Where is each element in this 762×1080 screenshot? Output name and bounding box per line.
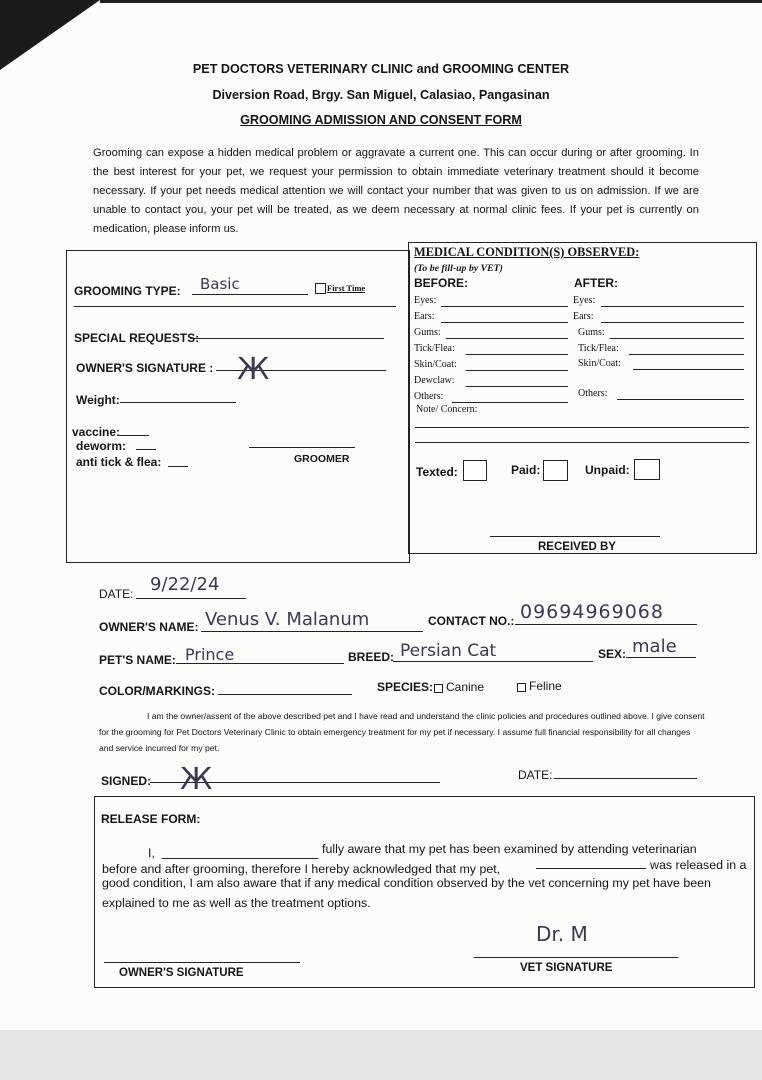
breed-label: BREED:	[348, 650, 395, 664]
first-time-checkbox[interactable]	[315, 283, 326, 294]
after-item-line[interactable]	[601, 306, 744, 307]
first-time-label: First Time	[327, 283, 366, 293]
owner-signature-label: OWNER'S SIGNATURE :	[76, 361, 214, 375]
after-item-line[interactable]	[601, 322, 744, 323]
owner-name-label: OWNER'S NAME:	[99, 620, 199, 634]
groomer-label: GROOMER	[294, 453, 350, 465]
after-item-line[interactable]	[617, 399, 744, 400]
received-by-line	[490, 536, 660, 537]
consent-date-label: DATE:	[518, 768, 553, 782]
contact-label: CONTACT NO.:	[428, 614, 515, 628]
after-item-line[interactable]	[610, 338, 744, 339]
texted-checkbox[interactable]	[463, 460, 487, 481]
before-item-label: Skin/Coat:	[414, 359, 457, 370]
vaccine-label: vaccine:	[72, 425, 121, 439]
release-line4: explained to me as well as the treatment options.	[102, 896, 371, 910]
after-item-label: Skin/Coat:	[578, 358, 621, 369]
date-value[interactable]: 9/22/24	[150, 574, 220, 595]
before-item-line[interactable]	[441, 306, 568, 307]
before-item-label: Tick/Flea:	[414, 343, 455, 354]
after-label: AFTER:	[574, 276, 618, 290]
vet-signature-line	[474, 957, 678, 958]
after-item-label: Tick/Flea:	[578, 343, 619, 354]
note-label: Note/ Concern:	[416, 404, 478, 415]
scan-top-edge	[100, 0, 762, 3]
pet-name-value[interactable]: Prince	[185, 645, 235, 664]
unpaid-label: Unpaid:	[585, 463, 630, 477]
vet-signature-mark[interactable]: Dr. M	[536, 922, 588, 946]
grooming-type-line	[192, 294, 308, 295]
form-title: GROOMING ADMISSION AND CONSENT FORM	[240, 113, 522, 127]
paid-label: Paid:	[511, 463, 541, 477]
color-markings-label: COLOR/MARKINGS:	[99, 684, 215, 698]
release-line1: fully aware that my pet has been examined by attending veterinarian	[322, 842, 697, 856]
before-label: BEFORE:	[414, 276, 468, 290]
contact-value[interactable]: 09694969068	[520, 601, 664, 623]
received-by-label: RECEIVED BY	[538, 541, 616, 553]
weight-label: Weight:	[76, 393, 120, 407]
anti-tick-line	[168, 466, 188, 467]
before-item-line[interactable]	[452, 402, 568, 403]
before-item-line[interactable]	[466, 386, 568, 387]
special-requests-label: SPECIAL REQUESTS:	[74, 331, 200, 345]
note-line-2	[415, 442, 749, 443]
consent-date-line	[554, 778, 697, 779]
texted-label: Texted:	[416, 465, 458, 479]
after-item-label: Eyes:	[573, 295, 596, 306]
after-item-label: Ears:	[573, 311, 594, 322]
before-item-label: Ears:	[414, 311, 435, 322]
date-label: DATE:	[99, 587, 134, 601]
date-line	[136, 598, 246, 599]
intro-paragraph: Grooming can expose a hidden medical problem or aggravate a current one. This can occur during or after grooming. In the best interest for your pet, we request your permission to obtain immediate veterinary treatment should it become necessary. If your pet needs medical attention we will contact your number that was given to us on admission. If we are unable to contact you, your pet will be treated, as we deem necessary at normal clinic fees. If your pet is currently on medication, please inform us.	[93, 147, 699, 235]
breed-line	[393, 661, 593, 662]
vet-signature-label: VET SIGNATURE	[520, 962, 613, 974]
before-item-line[interactable]	[466, 370, 568, 371]
release-name-line	[162, 858, 318, 859]
before-item-label: Others:	[414, 391, 444, 402]
breed-value[interactable]: Persian Cat	[400, 641, 497, 661]
canine-label: Canine	[446, 680, 485, 694]
color-markings-line	[218, 694, 352, 695]
groomer-line	[249, 447, 355, 448]
before-item-line[interactable]	[466, 354, 568, 355]
release-line3: good condition, I am also aware that if any medical condition observed by the vet concerning my pet have been	[102, 876, 711, 890]
owner-signature-release-label: OWNER'S SIGNATURE	[119, 967, 244, 979]
before-item-label: Dewclaw:	[414, 375, 455, 386]
sex-label: SEX:	[598, 647, 627, 661]
anti-tick-label: anti tick & flea:	[76, 455, 162, 469]
pet-name-label: PET'S NAME:	[99, 653, 176, 667]
canine-checkbox[interactable]	[434, 684, 443, 693]
deworm-line	[136, 449, 156, 450]
signed-label: SIGNED:	[101, 774, 152, 788]
sex-line	[626, 657, 696, 658]
species-label: SPECIES:	[377, 680, 434, 694]
scan-corner-shadow	[0, 0, 100, 70]
weight-line	[120, 402, 236, 403]
medical-subtitle: (To be fill-up by VET)	[414, 263, 503, 274]
release-i: I,	[148, 846, 155, 860]
owner-signature-release-line	[104, 962, 300, 963]
medical-title: MEDICAL CONDITION(S) OBSERVED:	[414, 245, 640, 259]
after-item-label: Others:	[578, 388, 608, 399]
owner-name-line	[201, 631, 423, 632]
after-item-label: Gums:	[578, 327, 605, 338]
owner-name-value[interactable]: Venus V. Malanum	[205, 609, 370, 630]
paid-checkbox[interactable]	[543, 460, 568, 481]
grooming-type-value[interactable]: Basic	[200, 275, 240, 293]
special-requests-line	[190, 338, 384, 339]
deworm-label: deworm:	[76, 439, 127, 453]
release-pet-line	[536, 868, 646, 869]
contact-line	[515, 624, 697, 625]
before-item-line[interactable]	[441, 322, 568, 323]
scan-bottom-margin	[0, 1030, 762, 1080]
feline-checkbox[interactable]	[517, 683, 526, 692]
after-item-line[interactable]	[633, 369, 744, 370]
release-line2: before and after grooming, therefore I hereby acknowledged that my pet,	[102, 862, 501, 876]
release-title: RELEASE FORM:	[101, 812, 201, 826]
clinic-address: Diversion Road, Brgy. San Miguel, Calasiao, Pangasinan	[212, 88, 550, 102]
note-line-1	[415, 427, 749, 428]
release-line2-end: was released in a	[650, 858, 747, 872]
owner-signature-mark[interactable]: Ж	[237, 352, 270, 387]
vaccine-line	[119, 435, 149, 436]
before-item-label: Eyes:	[414, 295, 437, 306]
grooming-type-second-line	[74, 306, 396, 307]
before-item-label: Gums:	[414, 327, 441, 338]
before-item-line[interactable]	[446, 338, 568, 339]
feline-label: Feline	[529, 679, 562, 693]
sex-value[interactable]: male	[632, 636, 677, 657]
unpaid-checkbox[interactable]	[634, 459, 660, 480]
after-item-line[interactable]	[629, 354, 744, 355]
clinic-name: PET DOCTORS VETERINARY CLINIC and GROOMING CENTER	[192, 62, 570, 76]
signed-mark[interactable]: Ж	[180, 762, 213, 797]
grooming-type-label: GROOMING TYPE:	[74, 284, 181, 298]
consent-text: I am the owner/assent of the above described pet and I have read and understand the clinic policies and procedures outlined above. I give consent for the grooming for Pet Doctors Veterinary Clinic to obtain emergency treatment for my pet if necessary. I assume full financial responsibility for all changes and service incurred for my pet.	[99, 711, 705, 753]
